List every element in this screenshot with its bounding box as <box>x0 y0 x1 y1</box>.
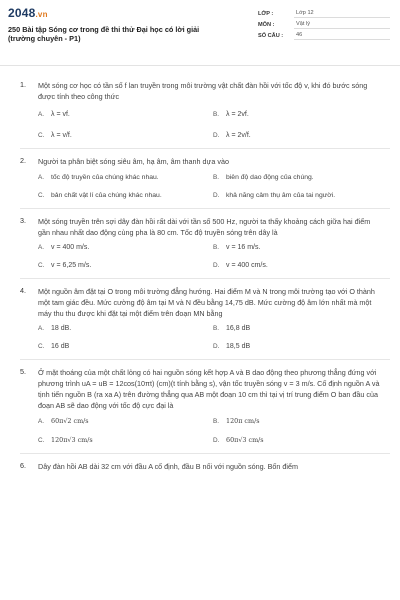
option-text: v = 6,25 m/s. <box>51 262 92 269</box>
question-text: Người ta phân biệt sóng siêu âm, hạ âm, âm thanh dựa vào <box>38 157 229 166</box>
question-4 <box>12 286 390 350</box>
answer-option-d[interactable] <box>213 192 388 199</box>
document-title: 250 Bài tập Sóng cơ trong đề thi thử Đại học có lời giải (trường chuyên - P1) <box>8 25 200 43</box>
option-text: 16,8 dB <box>226 325 251 332</box>
answer-options <box>38 244 390 269</box>
divider <box>20 453 390 454</box>
question-text: Dây đàn hồi AB dài 32 cm với đầu A cố định, đầu B nối với nguồn sóng. Bốn điểm <box>38 462 298 471</box>
answer-option-a[interactable] <box>38 244 213 251</box>
option-text: λ = v/f. <box>51 132 72 139</box>
meta-label: LỚP : <box>258 10 274 17</box>
option-text: 18 dB. <box>51 325 72 332</box>
logo-number: 2048 <box>8 6 36 20</box>
answer-option-a[interactable] <box>38 111 213 118</box>
option-text: 60π√3 cm/s <box>226 436 264 444</box>
option-letter: A. <box>38 111 45 118</box>
answer-option-c[interactable] <box>38 262 213 269</box>
meta-row-subject <box>258 19 390 30</box>
option-letter: D. <box>213 192 220 199</box>
option-text: v = 400 cm/s. <box>226 262 268 269</box>
option-text: λ = 2v/f. <box>226 132 251 139</box>
question-text: Một nguồn âm đặt tại O trong môi trường đẳng hướng. Hai điểm M và N trong môi trường tạo với O thành một tam giác đều. Mức cường độ âm tại M và N đều bằng 14,75 dB. Mức cường độ âm lớn nhất mà một máy thu thu được khi đặt tại một điểm trên đoạn MN bằng <box>38 287 375 318</box>
meta-label: SỐ CÂU : <box>258 32 284 39</box>
option-letter: A. <box>38 418 45 425</box>
document-header <box>0 0 400 66</box>
option-text: 120π√3 cm/s <box>51 436 93 444</box>
divider <box>20 208 390 209</box>
option-letter: B. <box>213 418 220 425</box>
option-text: λ = vf. <box>51 111 70 118</box>
option-text: λ = 2vf. <box>226 111 249 118</box>
question-number: 5. <box>20 367 26 376</box>
question-number: 4. <box>20 286 26 295</box>
answer-options <box>38 417 390 444</box>
option-text: v = 400 m/s. <box>51 244 90 251</box>
option-letter: B. <box>213 174 220 181</box>
option-letter: D. <box>213 343 220 350</box>
answer-option-c[interactable] <box>38 436 213 444</box>
question-5 <box>12 367 390 444</box>
question-1 <box>12 80 390 139</box>
answer-option-d[interactable] <box>213 436 388 444</box>
option-letter: A. <box>38 244 45 251</box>
answer-option-c[interactable] <box>38 132 213 139</box>
logo-tld: .vn <box>35 10 48 19</box>
divider <box>20 148 390 149</box>
option-letter: D. <box>213 437 220 444</box>
meta-value: Lớp 12 <box>294 9 390 18</box>
option-text: v = 16 m/s. <box>226 244 261 251</box>
answer-option-b[interactable] <box>213 111 388 118</box>
option-text: bản chất vật lí của chúng khác nhau. <box>51 192 162 199</box>
option-letter: D. <box>213 262 220 269</box>
option-letter: A. <box>38 174 45 181</box>
answer-options <box>38 174 390 199</box>
meta-value: 46 <box>294 31 390 40</box>
answer-option-c[interactable] <box>38 192 213 199</box>
question-3 <box>12 216 390 269</box>
question-number: 1. <box>20 80 26 89</box>
answer-option-c[interactable] <box>38 343 213 350</box>
answer-option-b[interactable] <box>213 244 388 251</box>
meta-row-count <box>258 30 390 41</box>
answer-option-d[interactable] <box>213 262 388 269</box>
answer-option-d[interactable] <box>213 132 388 139</box>
option-text: khả năng cảm thụ âm của tai người. <box>226 192 336 199</box>
divider <box>20 359 390 360</box>
question-text: Một sóng truyền trên sợi dây đàn hồi rất dài với tần số 500 Hz, người ta thấy khoảng cách giữa hai điểm gần nhau nhất dao động cùng pha là 80 cm. Tốc độ truyền sóng trên dây là <box>38 217 371 237</box>
option-text: 120π cm/s <box>226 417 260 425</box>
option-letter: C. <box>38 192 45 199</box>
option-letter: B. <box>213 244 220 251</box>
meta-row-class <box>258 8 390 19</box>
answer-option-d[interactable] <box>213 343 388 350</box>
answer-options <box>38 111 390 139</box>
question-number: 2. <box>20 156 26 165</box>
answer-option-b[interactable] <box>213 174 388 181</box>
option-text: 60π√2 cm/s <box>51 417 89 425</box>
answer-option-a[interactable] <box>38 417 213 425</box>
meta-value: Vật lý <box>294 20 390 29</box>
option-letter: D. <box>213 132 220 139</box>
answer-options <box>38 325 390 350</box>
option-letter: C. <box>38 343 45 350</box>
question-2 <box>12 156 390 199</box>
option-letter: B. <box>213 111 220 118</box>
answer-option-a[interactable] <box>38 174 213 181</box>
option-text: biên độ dao động của chúng. <box>226 174 314 181</box>
answer-option-b[interactable] <box>213 417 388 425</box>
question-text: Một sóng cơ học có tần số f lan truyền trong môi trường vật chất đàn hồi với tốc độ v, khi đó bước sóng được tính theo công thức <box>38 81 368 101</box>
option-text: 18,5 dB <box>226 343 251 350</box>
question-number: 6. <box>20 461 26 470</box>
option-letter: B. <box>213 325 220 332</box>
option-letter: A. <box>38 325 45 332</box>
option-letter: C. <box>38 262 45 269</box>
option-text: 16 dB <box>51 343 70 350</box>
meta-label: MÔN : <box>258 21 275 28</box>
answer-option-a[interactable] <box>38 325 213 332</box>
option-letter: C. <box>38 132 45 139</box>
question-6 <box>12 461 390 472</box>
question-list <box>0 66 400 472</box>
question-number: 3. <box>20 216 26 225</box>
answer-option-b[interactable] <box>213 325 388 332</box>
document-meta <box>258 8 390 41</box>
question-text: Ở mặt thoáng của một chất lỏng có hai nguồn sóng kết hợp A và B dao động theo phương thẳng đứng với phương trình uA = uB = 12cos(10πt) (cm)(t tính bằng s), vận tốc truyền sóng v = 3 m/s. Cố định nguồn A và tịnh tiến nguồn B (ra xa A) trên đường thẳng qua AB một đoạn 10 cm thì tại vị trí trung điểm O ban đầu của đoạn AB sẽ dao động với tốc độ cực đại là <box>38 368 380 410</box>
option-letter: C. <box>38 437 45 444</box>
option-text: tốc độ truyền của chúng khác nhau. <box>51 174 159 181</box>
divider <box>20 278 390 279</box>
